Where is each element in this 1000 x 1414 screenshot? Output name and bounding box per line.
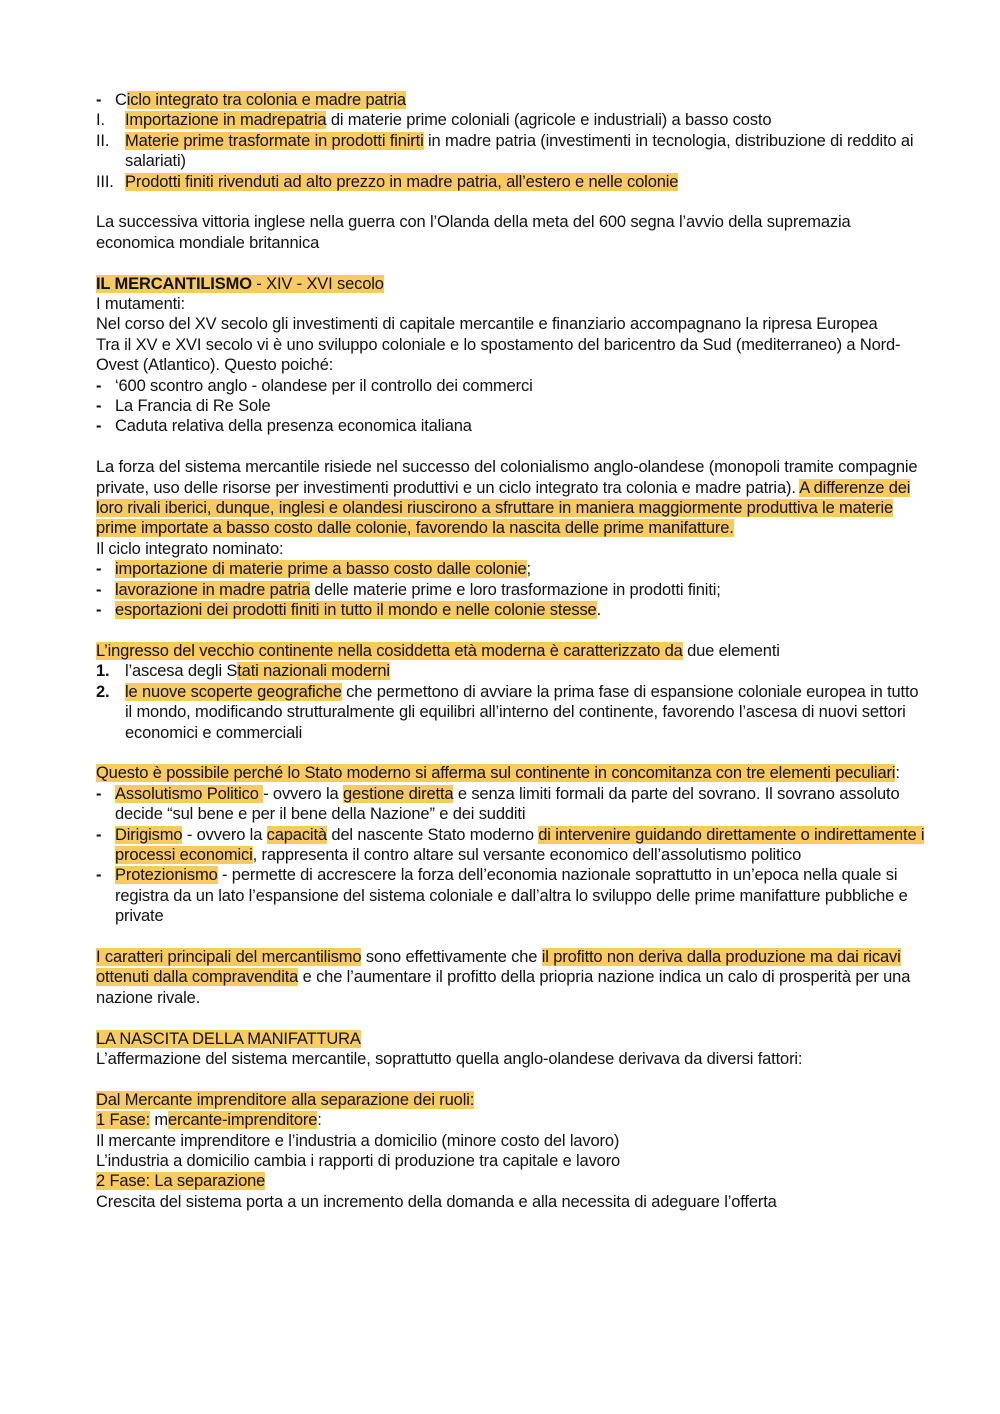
dal-mercante-highlight: Dal Mercante imprenditore alla separazione dei ruoli: — [96, 1090, 475, 1109]
assolutismo-rest: e senza limiti formali da parte del sovrano. Il sovrano assoluto decide “sul bene e per il bene della Nazione” e dei sudditi — [115, 784, 900, 824]
intervenire-highlight: di intervenire guidando direttamente o indirettamente i processi economici — [115, 825, 925, 864]
roman-marker: I. — [96, 111, 105, 130]
item-text: l’ascesa degli S — [125, 662, 238, 681]
dirigismo-text: - ovvero la — [182, 825, 267, 844]
roman-item-1 — [96, 110, 926, 130]
bullet-marker: - — [96, 601, 102, 620]
caratteri-rest: e che l’aumentare il profitto della priopria nazione indica un calo di prosperità per una nazione rivale. — [96, 968, 911, 1007]
item-highlight: Materie prime trasformate in prodotti finirti — [125, 131, 424, 150]
bullet-item — [96, 416, 926, 436]
document-page — [96, 90, 926, 1212]
gestione-highlight: gestione diretta — [342, 784, 454, 803]
ciclo-prefix: C — [115, 91, 127, 109]
roman-marker: II. — [96, 131, 110, 150]
paragraph-caratteri — [96, 947, 926, 1008]
bullet-item — [96, 376, 926, 396]
assolutismo-highlight: Assolutismo Politico — [115, 784, 264, 803]
dash-item-ciclo — [96, 90, 926, 110]
item-text: delle materie prime e loro trasformazione in prodotti finiti; — [309, 580, 721, 599]
stato-text: : — [895, 764, 900, 783]
ingresso-highlight: L’ingresso del vecchio continente nella cosiddetta età moderna è caratterizzato da — [96, 641, 683, 660]
forza-highlight: A differenze dei loro rivali iberici, dunque, inglesi e olandesi riuscirono a sfruttare in maniera maggiormente produttiva le materie prime importate a basso costo dalle colonie, favorendo la nascita delle prime manifatture. — [96, 478, 911, 538]
paragraph-ingresso — [96, 641, 926, 661]
numbered-item-1 — [96, 661, 926, 681]
caratteri-text: sono effettivamente che — [361, 947, 542, 966]
mercante-imprenditore-highlight: ercante-imprenditore — [168, 1111, 318, 1130]
roman-item-3 — [96, 172, 926, 192]
protezionismo-text: - permette di accrescere la forza dell’economia nazionale soprattutto in un’epoca nella quale si registra da un lato l’espansione del sistema coloniale e dall’altra lo sviluppo delle prime manifatture pubbliche e private — [115, 866, 908, 926]
item-highlight: tati nazionali moderni — [237, 662, 390, 681]
fase1-highlight: 1 Fase: — [96, 1111, 150, 1130]
assolutismo-text: - ovvero la — [263, 784, 343, 803]
dirigismo-text-2: del nascente Stato moderno — [326, 825, 539, 844]
bullet-marker: - — [96, 866, 102, 885]
bullet-marker: - — [96, 397, 102, 416]
line-industria-domicilio: L’industria a domicilio cambia i rapporti di produzione tra capitale e lavoro — [96, 1152, 621, 1170]
protezionismo-highlight: Protezionismo — [115, 866, 218, 885]
label-fase-2 — [96, 1171, 926, 1191]
item-highlight: esportazioni dei prodotti finiti in tutto il mondo e nelle colonie stesse — [115, 601, 597, 620]
item-text: di materie prime coloniali (agricole e industriali) a basso costo — [326, 111, 772, 130]
bullet-marker: - — [96, 417, 102, 436]
bullet-text: ‘600 scontro anglo - olandese per il controllo dei commerci — [115, 376, 533, 395]
roman-marker: III. — [96, 172, 114, 191]
heading-bold: IL MERCANTILISMO — [96, 274, 252, 293]
bullet-marker: - — [96, 560, 102, 579]
caratteri-highlight: I caratteri principali del mercantilismo — [96, 947, 362, 966]
fase1-rest: : — [317, 1111, 322, 1130]
line-mercante-industria: Il mercante imprenditore e l’industria a domicilio (minore costo del lavoro) — [96, 1131, 620, 1150]
heading-rest: - XIV - XVI secolo — [251, 274, 384, 293]
profitto-highlight: il profitto non deriva dalla produzione ma dai ricavi ottenuti dalla compravendita — [96, 947, 901, 987]
roman-item-2 — [96, 131, 926, 172]
item-text: ; — [526, 560, 531, 579]
label-fase-1 — [96, 1110, 926, 1130]
bullet-text: La Francia di Re Sole — [115, 397, 271, 416]
capacita-highlight: capacità — [266, 825, 327, 844]
heading-manifattura — [96, 1029, 926, 1049]
manifattura-heading: LA NASCITA DELLA MANIFATTURA — [96, 1029, 361, 1048]
bullet-item — [96, 559, 926, 579]
bullet-protezionismo — [96, 865, 926, 926]
bullet-assolutismo — [96, 784, 926, 825]
bullet-dirigismo — [96, 825, 926, 866]
item-text: in madre patria (investimenti in tecnologia, distribuzione di reddito ai salariati) — [125, 131, 914, 171]
number-marker: 1. — [96, 662, 110, 681]
item-highlight: le nuove scoperte geografiche — [125, 682, 342, 701]
item-highlight: lavorazione in madre patria — [115, 580, 310, 599]
dirigismo-rest: , rappresenta il contro altare sul versante economico dell’assolutismo politico — [252, 845, 802, 864]
bullet-marker: - — [96, 91, 102, 109]
bullet-marker: - — [96, 580, 102, 599]
item-text: che permettono di avviare la prima fase di espansione coloniale europea in tutto il mondo, modificando strutturalmente gli equilibri all’interno del continente, favorendo l’ascesa di nuovi settori economici e commerciali — [125, 682, 919, 742]
paragraph-vittoria: La successiva vittoria inglese nella guerra con l’Olanda della meta del 600 segna l’avvio della supremazia economica mondiale britannica — [96, 213, 851, 252]
line-crescita: Crescita del sistema porta a un incremento della domanda e alla necessita di adeguare l’offerta — [96, 1192, 777, 1211]
fase2-highlight: 2 Fase: La separazione — [96, 1172, 266, 1191]
item-highlight: Importazione in madrepatria — [125, 111, 327, 130]
fase1-text: m — [149, 1111, 169, 1130]
stato-highlight: Questo è possibile perché lo Stato moderno si afferma sul continente in concomitanza con tre elementi peculiari — [96, 764, 896, 783]
number-marker: 2. — [96, 682, 110, 701]
dirigismo-highlight: Dirigismo — [115, 825, 183, 844]
bullet-marker: - — [96, 376, 102, 395]
bullet-item — [96, 600, 926, 620]
heading-mercantilismo — [96, 274, 926, 294]
item-highlight: importazione di materie prime a basso costo dalle colonie — [115, 560, 527, 579]
paragraph-stato-moderno — [96, 763, 926, 783]
label-dal-mercante — [96, 1090, 926, 1110]
bullet-marker: - — [96, 784, 102, 803]
item-highlight: Prodotti finiti rivenduti ad alto prezzo in madre patria, all’estero e nelle colonie — [125, 172, 679, 191]
bullet-item — [96, 580, 926, 600]
bullet-item — [96, 396, 926, 416]
bullet-marker: - — [96, 825, 102, 844]
ingresso-text: due elementi — [682, 641, 780, 660]
paragraph-sviluppo-coloniale: Tra il XV e XVI secolo vi è uno sviluppo coloniale e lo spostamento del baricentro da Sud (mediterraneo) a Nord-Ovest (Atlantico). Questo poiché: — [96, 335, 901, 375]
label-ciclo-integrato: Il ciclo integrato nominato: — [96, 539, 284, 558]
paragraph-affermazione: L’affermazione del sistema mercantile, soprattutto quella anglo-olandese derivava da diversi fattori: — [96, 1049, 803, 1068]
forza-text: La forza del sistema mercantile risiede nel successo del colonialismo anglo-olandese (monopoli tramite compagnie private, uso delle risorse per investimenti produttivi e un ciclo integrato tra colonia e madre patria). — [96, 458, 918, 497]
ciclo-highlight: iclo integrato tra colonia e madre patria — [126, 91, 406, 109]
label-mutamenti: I mutamenti: — [96, 295, 185, 314]
paragraph-forza — [96, 457, 926, 539]
numbered-item-2 — [96, 682, 926, 743]
item-text: . — [596, 601, 602, 620]
bullet-text: Caduta relativa della presenza economica italiana — [115, 417, 472, 436]
paragraph-xv-secolo: Nel corso del XV secolo gli investimenti di capitale mercantile e finanziario accompagnano la ripresa Europea — [96, 315, 878, 334]
